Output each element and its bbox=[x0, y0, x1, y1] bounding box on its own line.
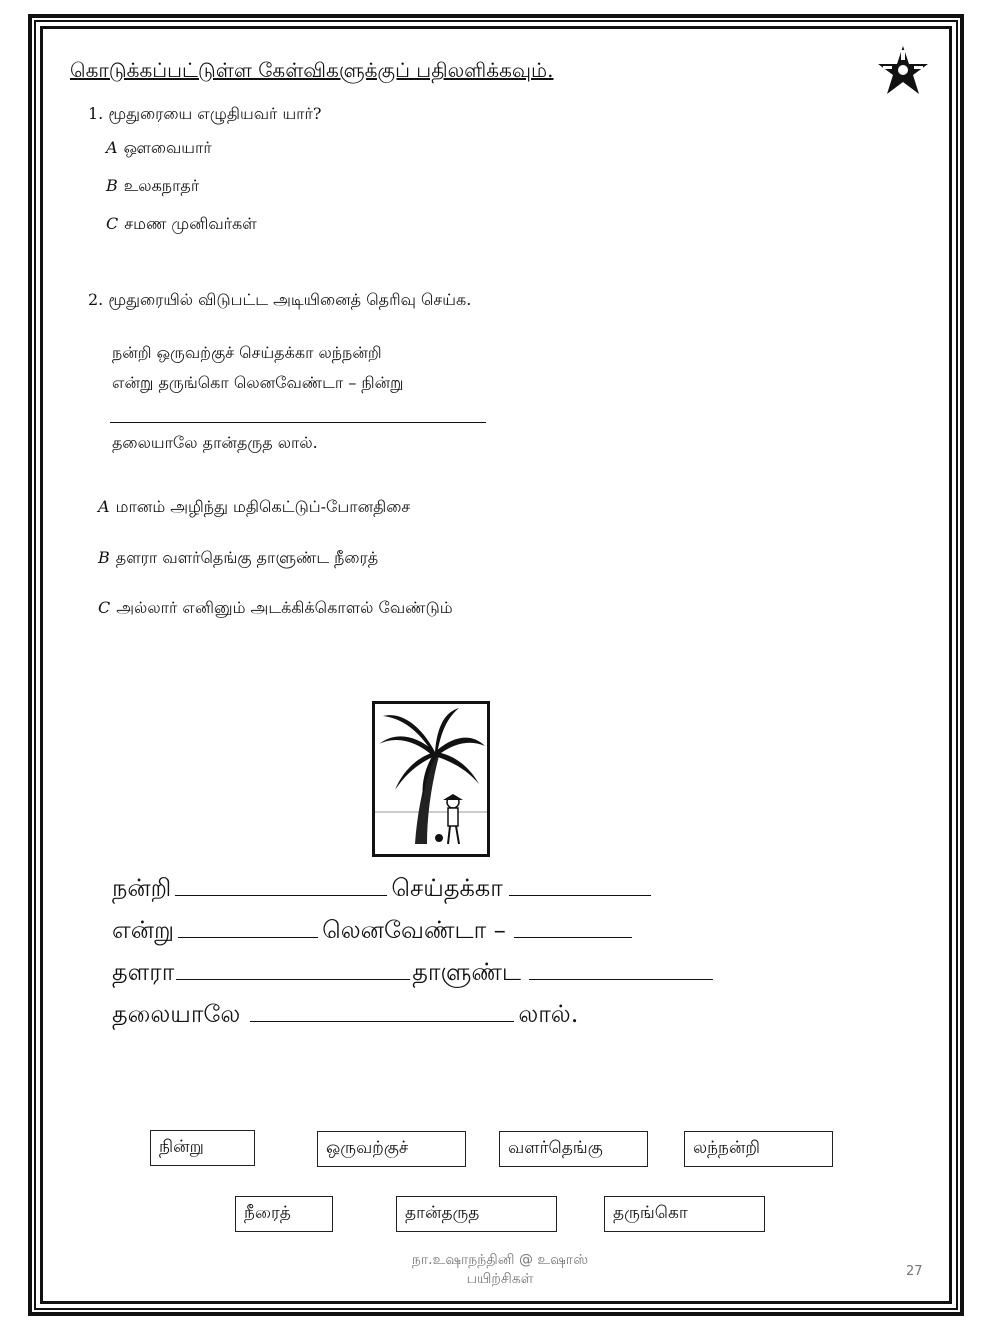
fill-word: செய்தக்கா bbox=[391, 874, 503, 902]
page-heading: கொடுக்கப்பட்டுள்ள கேள்விகளுக்குப் பதிலளிக்கவும். bbox=[70, 58, 554, 82]
word-bank-item[interactable]: தான்தருத bbox=[396, 1196, 557, 1232]
question-1: 1. மூதுரையை எழுதியவர் யார்? bbox=[88, 104, 322, 123]
option-text: ஔவையார் bbox=[123, 138, 212, 157]
star-hands-icon bbox=[874, 44, 932, 98]
footer-author: நா.உஷாநந்தினி @ உஷாஸ் bbox=[411, 1252, 589, 1268]
fill-blank[interactable] bbox=[250, 1019, 514, 1022]
verse-line-1: நன்றி ஒருவற்குச் செய்தக்கா லந்நன்றி bbox=[112, 343, 382, 362]
verse-line-4: தலையாலே தான்தருத லால். bbox=[112, 433, 318, 452]
option-label: B bbox=[106, 176, 118, 195]
fill-word: என்று bbox=[112, 916, 175, 944]
option-text: அல்லார் எனினும் அடக்கிக்கொளல் வேண்டும் bbox=[116, 598, 453, 617]
option-label: A bbox=[106, 138, 118, 157]
fill-row-4 bbox=[112, 1000, 578, 1031]
fill-row-2 bbox=[112, 916, 632, 947]
word-bank-item[interactable]: லந்நன்றி bbox=[684, 1131, 833, 1167]
question-2-option-a[interactable] bbox=[98, 497, 410, 518]
word-bank-item[interactable]: நின்று bbox=[150, 1130, 255, 1166]
option-text: உலகநாதர் bbox=[123, 176, 200, 195]
fill-word: லெனவேண்டா – bbox=[322, 916, 506, 944]
question-2-option-c[interactable] bbox=[98, 598, 453, 619]
word-bank-item[interactable]: நீரைத் bbox=[235, 1196, 333, 1232]
option-label: A bbox=[98, 497, 110, 516]
fill-word: தாளுண்ட bbox=[412, 958, 522, 986]
fill-row-1 bbox=[112, 874, 651, 905]
fill-word: நன்றி bbox=[112, 874, 172, 902]
coconut-tree-picture bbox=[372, 701, 490, 857]
fill-word: தலையாலே bbox=[112, 1000, 241, 1028]
question-1-option-a[interactable] bbox=[106, 138, 212, 159]
coconut-tree-icon bbox=[375, 704, 487, 854]
option-text: தளரா வளர்தெங்கு தாளுண்ட நீரைத் bbox=[115, 548, 379, 567]
fill-blank[interactable] bbox=[178, 935, 318, 938]
question-2: 2. மூதுரையில் விடுபட்ட அடியினைத் தெரிவு செய்க. bbox=[88, 290, 472, 309]
verse-line-2: என்று தருங்கொ லெனவேண்டா – நின்று bbox=[112, 373, 404, 392]
option-text: மானம் அழிந்து மதிகெட்டுப்-போனதிசை bbox=[115, 497, 411, 516]
option-label: B bbox=[98, 548, 110, 567]
fill-blank[interactable] bbox=[514, 935, 632, 938]
option-label: C bbox=[106, 214, 119, 233]
word-bank-item[interactable]: ஒருவற்குச் bbox=[317, 1131, 466, 1167]
verse-missing-line[interactable] bbox=[110, 422, 486, 423]
page-number: 27 bbox=[906, 1264, 923, 1279]
fill-blank[interactable] bbox=[175, 893, 387, 896]
fill-row-3 bbox=[112, 958, 713, 989]
option-label: C bbox=[98, 598, 111, 617]
word-bank-item[interactable]: தருங்கொ bbox=[604, 1196, 765, 1232]
question-1-option-b[interactable] bbox=[106, 176, 199, 197]
fill-word: லால். bbox=[518, 1000, 579, 1028]
fill-word: தளரா bbox=[112, 958, 175, 986]
fill-blank[interactable] bbox=[176, 977, 410, 980]
fill-blank[interactable] bbox=[509, 893, 651, 896]
question-2-option-b[interactable] bbox=[98, 548, 378, 569]
question-1-option-c[interactable] bbox=[106, 214, 257, 235]
option-text: சமண முனிவர்கள் bbox=[124, 214, 257, 233]
word-bank-item[interactable]: வளர்தெங்கு bbox=[499, 1131, 648, 1167]
fill-blank[interactable] bbox=[529, 977, 713, 980]
footer-subtitle: பயிற்சிகள் bbox=[466, 1271, 534, 1287]
